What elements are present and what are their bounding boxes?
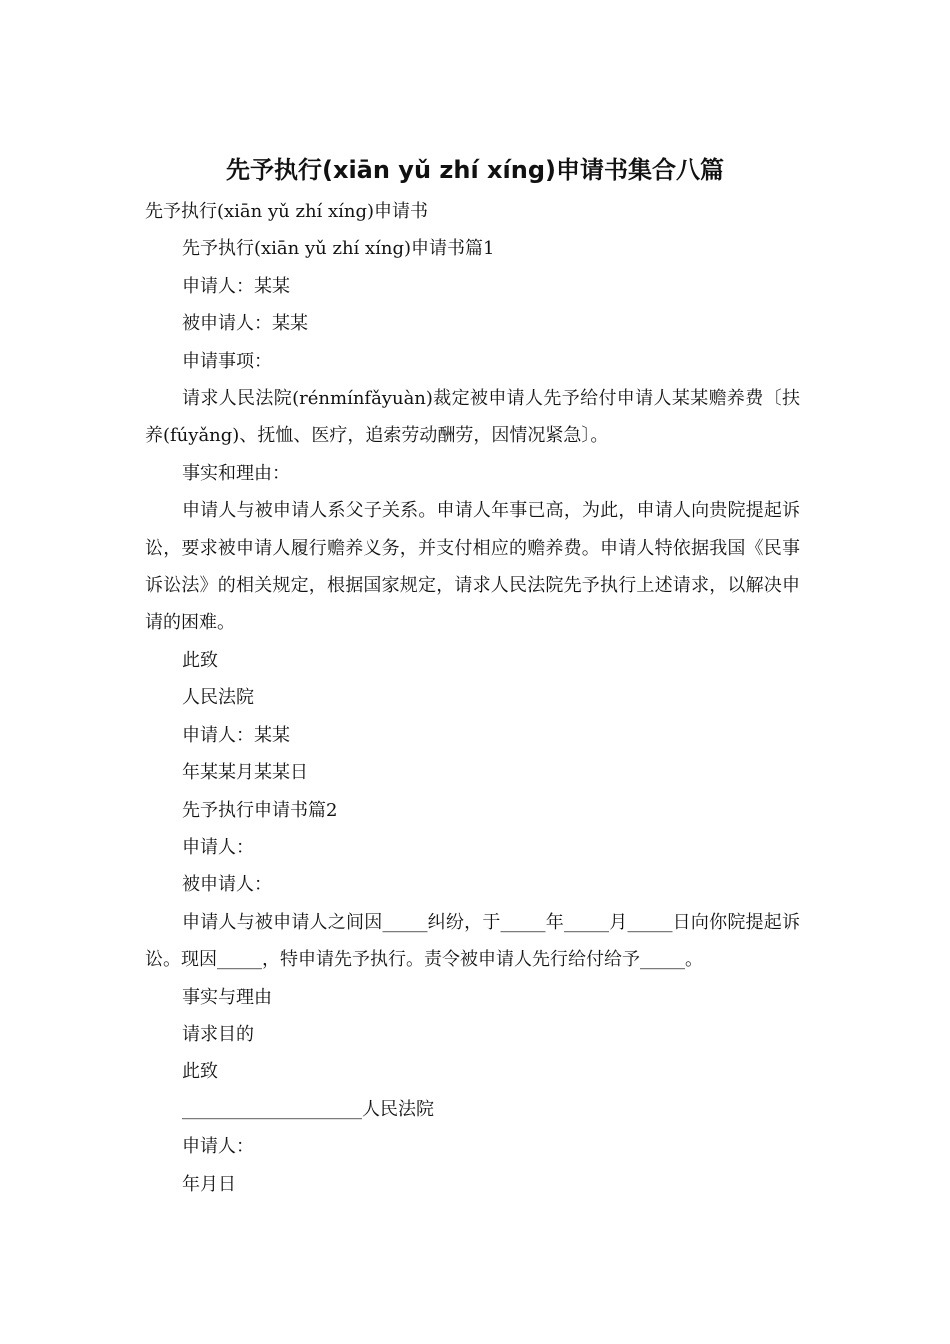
signature-date: 年某某月某某日 (182, 762, 308, 784)
applicant-line: 申请人：某某 (182, 275, 290, 297)
court-name: 人民法院 (182, 687, 254, 709)
facts-reasons-label: 事实和理由： (182, 462, 290, 484)
template-body-text: 申请人与被申请人之间因_____纠纷，于_____年_____月_____日向你院提起诉讼。现因_____，特申请先予执行。责令被申请人先行给付给予_____。 (145, 911, 800, 971)
respondent-line: 被申请人：某某 (182, 313, 308, 335)
request-items-text: 请求人民法院(rénmínfǎyuàn)裁定被申请人先予给付申请人某某赡养费〔扶养(fúyǎng)、抚恤、医疗，追索劳动酬劳，因情况紧急〕。 (145, 388, 800, 447)
facts-reasons-label-2: 事实与理由 (182, 986, 272, 1008)
applicant-line-2: 申请人： (182, 836, 254, 858)
document-body (145, 193, 800, 1203)
facts-reasons-text: 申请人与被申请人系父子关系。申请人年事已高，为此，申请人向贵院提起诉讼，要求被申请人履行赡养义务，并支付相应的赡养费。申请人特依据我国《民事诉讼法》的相关规定，根据国家规定，请求人民法院先予执行上述请求，以解决申请的困难。 (145, 500, 800, 634)
request-items-label: 申请事项： (182, 350, 272, 372)
document-title: 先予执行(xiān yǔ zhí xíng)申请书集合八篇 (226, 156, 724, 184)
signature-applicant-2: 申请人： (182, 1136, 254, 1158)
section-heading-2: 先予执行申请书篇2 (182, 799, 338, 821)
subtitle: 先予执行(xiān yǔ zhí xíng)申请书 (145, 201, 429, 222)
salutation: 此致 (182, 649, 218, 671)
salutation-2: 此致 (182, 1061, 218, 1083)
signature-date-2: 年月日 (182, 1173, 236, 1195)
court-name-blank: ____________________人民法院 (182, 1098, 434, 1120)
signature-applicant: 申请人：某某 (182, 724, 290, 746)
respondent-line-2: 被申请人： (182, 874, 272, 896)
section-heading-1: 先予执行(xiān yǔ zhí xíng)申请书篇1 (182, 238, 495, 260)
request-purpose-label: 请求目的 (182, 1023, 254, 1045)
